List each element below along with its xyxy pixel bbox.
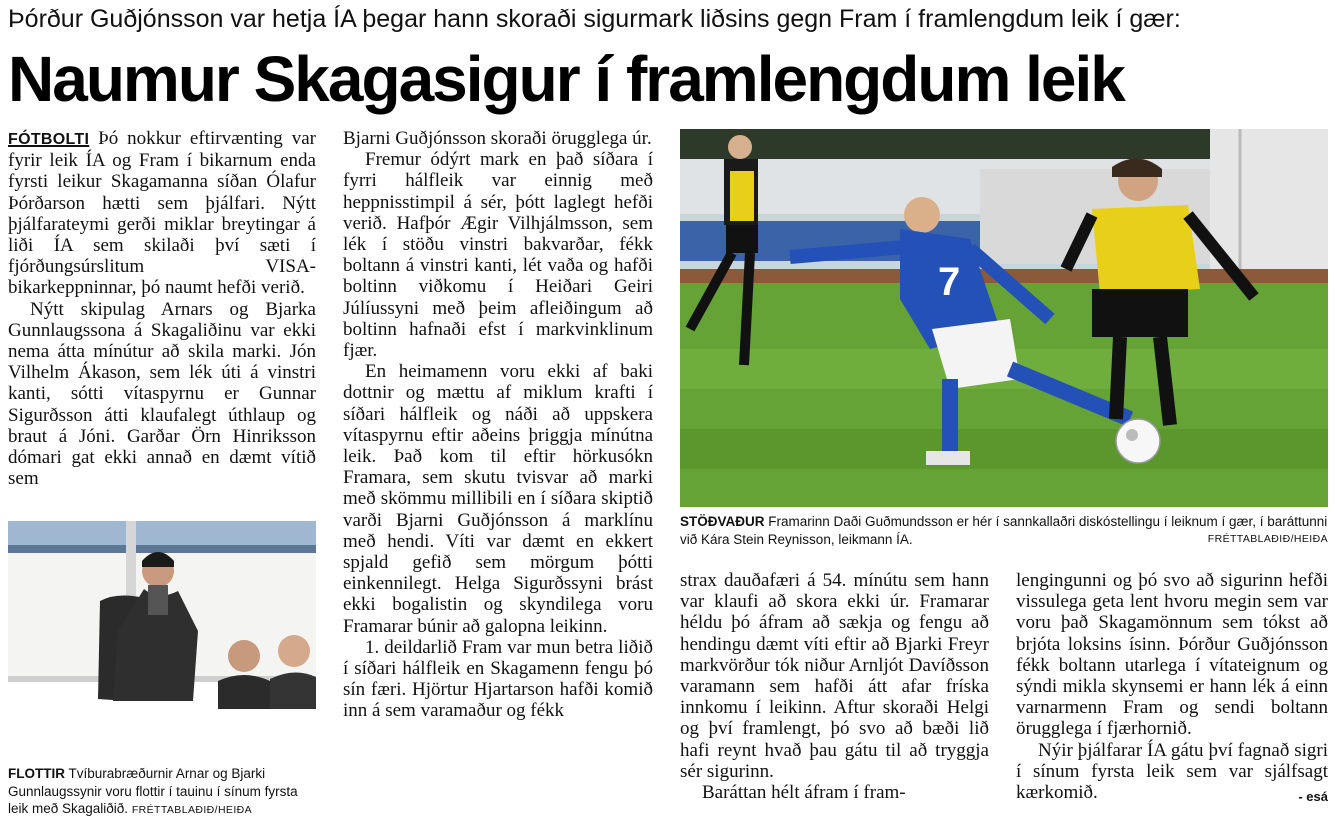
paragraph: lengingunni og þó svo að sigurinn hefði vissulega geta lent hvoru megin sem var voru það Skagamönnum sem tókst að brjóta loksins ísinn. Þórður Guðjónsson fékk boltann utarlega í vítateignum og sýndi mikla skynsemi er hann lék á einn varnarmenn Fram og sendi boltann örugglega í fjærhornið.	[1016, 570, 1328, 740]
paragraph-text: Nýir þjálfarar ÍA gátu því fagnað sigri í sínum fyrsta leik sem var sjálfsagt kærkomið.	[1016, 739, 1328, 804]
paragraph: Fremur ódýrt mark en það síðara í fyrri hálfleik var einnig með heppnisstimpil á sér, þótt laglegt hefði verið. Hafþór Ægir Vilhjálmsson, sem lék í stöðu vinstri bakvarðar, fékk boltann á vinstri kanti, lét vaða og hafði boltinn viðkomu í Heiðari Geiri Júlíussyni með þeim afleiðingum að boltinn hafnaði efst í markvinklinum fjær.	[343, 149, 653, 362]
caption-text: Framarinn Daði Guðmundsson er hér í sannkallaðri diskóstellingu í leiknum í gær, í baráttunni við Kára Stein Reynisson, leikmann ÍA.	[680, 514, 1328, 547]
paragraph-text: Þó nokkur eftirvænting var fyrir leik ÍA og Fram í bikarnum enda fyrsti leikur Skagamanna síðan Ólafur Þórðarson hætti sem þjálfari. Nýtt þjálfarateymi gerði miklar breytingar á liði ÍA sem skilaði því sæti í fjórðungsúrslitum VISA-bikarkeppninnar, þó naumt hefði verið.	[8, 128, 316, 299]
paragraph: strax dauðafæri á 54. mínútu sem hann var klaufi að skora ekki úr. Framarar héldu þó áfram að sækja og fengu að hendingu dæmt víti eftir að Bjarki Freyr markvörður tók niður Arnljót Davíðsson varamann sem hafði átt afar fríska innkomu í leikinn. Aftur skoraði Helgi og því framlengt, þó svo að bæði lið hafi reynt hvað þau gátu til að tryggja sér sigurinn.	[680, 570, 989, 782]
photo-credit: FRÉTTABLAÐIÐ/HEIÐA	[1207, 532, 1328, 545]
paragraph: Baráttan hélt áfram í fram-	[702, 782, 906, 804]
paragraph	[1016, 740, 1328, 804]
paragraph: Nýtt skipulag Arnars og Bjarka Gunnlaugssona á Skagaliðinu var ekki nema átta mínútur að skila marki. Jón Vilhelm Ákason, sem lék úti á vinstri kanti, sótti vítaspyrnu er Gunnar Sigurðsson átti klaufalegt úthlaup og braut á Jóni. Garðar Örn Hinriksson dómari gat ekki annað en dæmt vítið sem	[8, 298, 316, 490]
shirt-number: 7	[938, 260, 961, 304]
side-photo-caption	[8, 765, 316, 825]
section-label: FÓTBOLTI	[8, 131, 90, 148]
caption-text: Tvíburabræðurnir Arnar og Bjarki Gunnlaugssynir voru flottir í tauinu í sínum fyrsta leik með Skagaliðið.	[8, 766, 298, 816]
photo-credit: FRÉTTABLAÐIÐ/HEIÐA	[131, 804, 253, 816]
side-photo	[8, 521, 316, 709]
paragraph: En heimamenn voru ekki af baki dottnir og mættu af miklum krafti í síðari hálfleik og náði að uppskera vítaspyrnu eftir aðeins þriggja mínútna leik. Það kom til eftir hörkusókn Framara, sem skutu tvisvar að marki með skömmu millibili en í síðara skiptið varði Bjarni Guðjónsson á marklínu með hendi. Víti var dæmt en ekkert spjald gefið sem mörgum þótti einkennilegt. Helga Sigurðssyni brást ekki bogalistin og skyndilega voru Framarar búnir að galopna leikinn.	[343, 361, 653, 637]
football-match-photo-illustration	[680, 129, 1328, 507]
caption-label: STÖÐVAÐUR	[680, 514, 765, 529]
article-column-3	[680, 570, 989, 833]
article-headline: Naumur Skagasigur í framlengdum leik	[8, 43, 1124, 115]
caption-label: FLOTTIR	[8, 766, 65, 781]
article-column-1	[8, 128, 316, 510]
author-signature: - esá	[1298, 789, 1328, 805]
paragraph	[8, 128, 316, 299]
paragraph: 1. deildarlið Fram var mun betra liðið í síðari hálfleik en Skagamenn fengu þó sín færi. Hjörtur Hjartarson hafði komið inn á sem varamaður og fékk	[343, 636, 653, 722]
article-kicker: Þórður Guðjónsson var hetja ÍA þegar hann skoraði sigurmark liðsins gegn Fram í framlengdum leik í gær:	[8, 5, 1181, 33]
main-photo-caption	[680, 513, 1328, 553]
main-photo	[680, 129, 1328, 507]
article-column-4	[1016, 570, 1328, 833]
paragraph: Bjarni Guðjónsson skoraði örugglega úr.	[343, 128, 652, 149]
coaches-photo-illustration	[8, 521, 316, 709]
article-column-2	[343, 128, 653, 833]
